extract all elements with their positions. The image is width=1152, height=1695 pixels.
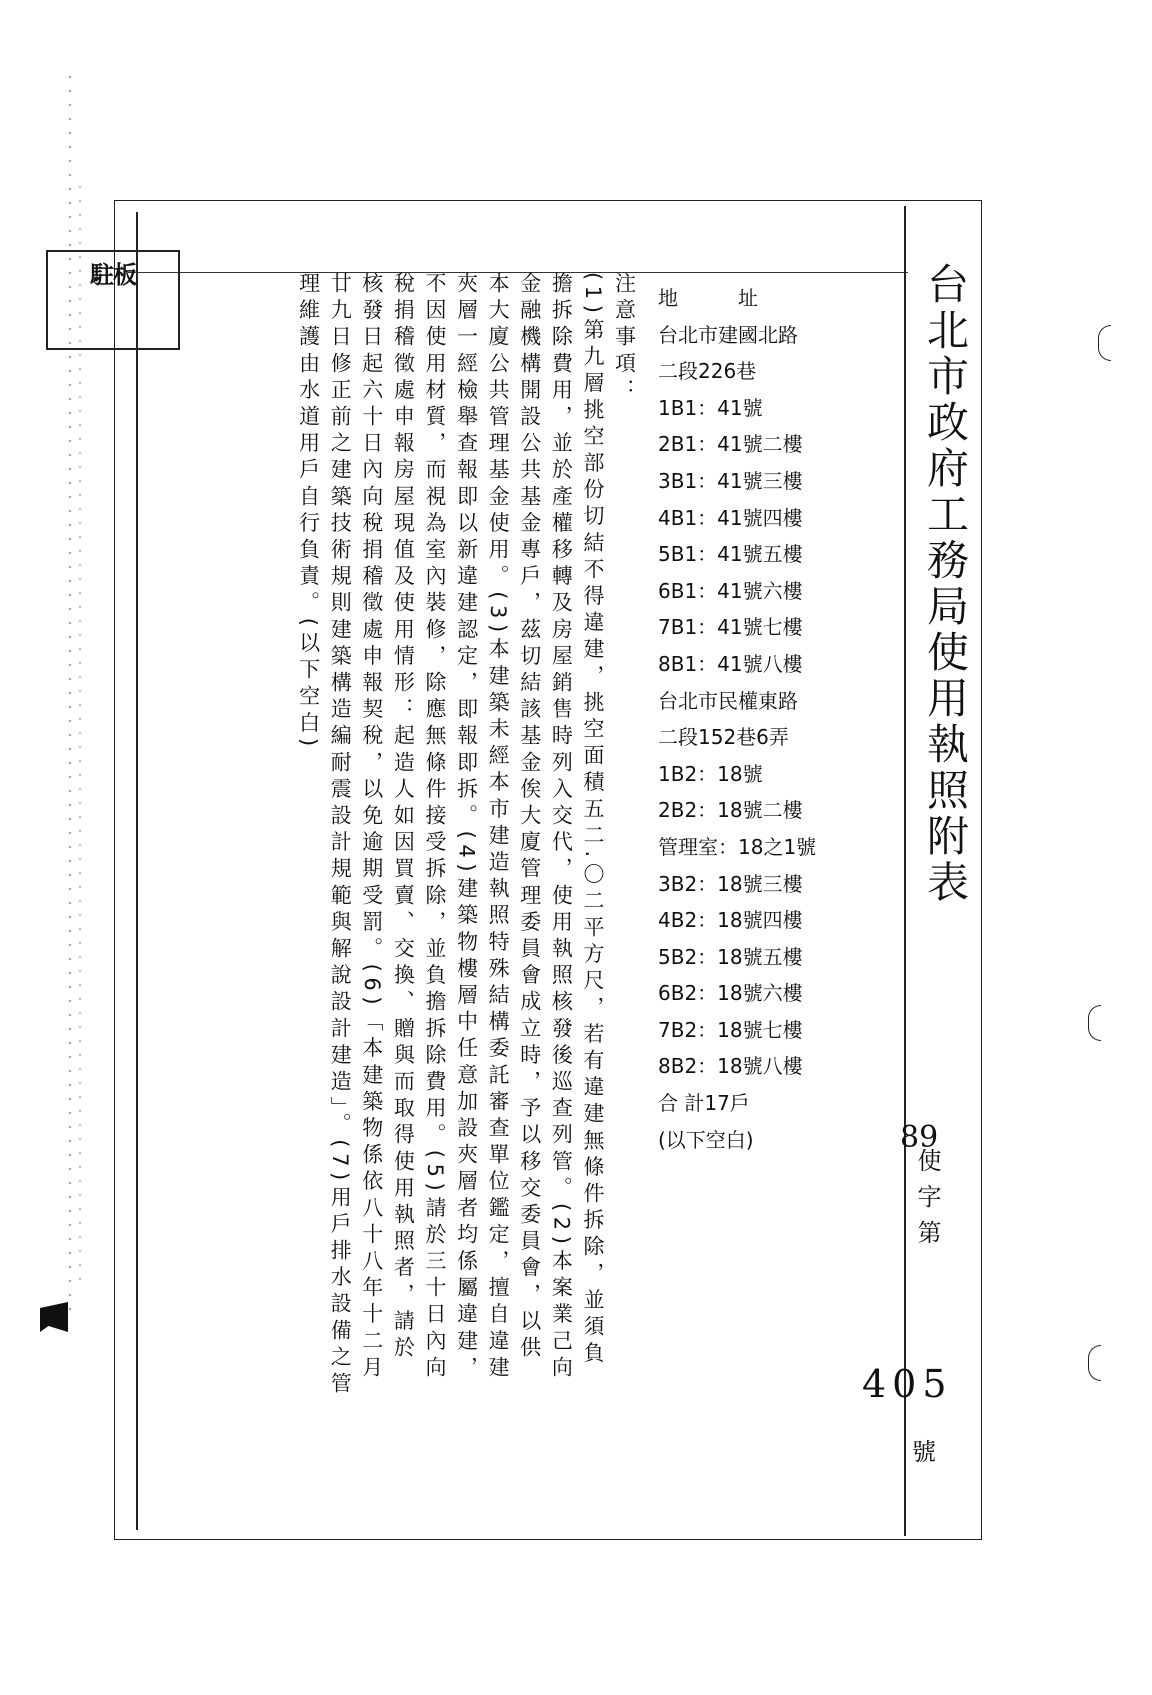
address-line: 2B1：41號二樓 <box>658 432 803 457</box>
address-line: 2B2：18號二樓 <box>658 798 803 823</box>
address-line: 二段152巷6弄 <box>658 725 789 750</box>
inner-frame-line <box>136 212 138 1530</box>
doc-number-year: 89 <box>900 1120 939 1155</box>
address-header: 地址 <box>658 286 818 310</box>
address-line: 合 計17戶 <box>658 1091 750 1116</box>
address-line: 台北市民權東路 <box>658 688 798 713</box>
notes-column: 不因使用材質，而視為室內裝修，除應無條件接受拆除，並負擔拆除費用。(5)請於三十日內向 <box>422 272 447 1383</box>
address-line: 二段226巷 <box>658 359 757 384</box>
notes-column: 核發日起六十日內向稅捐稽徵處申報契稅，以免逾期受罰。(6)「本建築物係依八十八年十二月 <box>359 272 384 1383</box>
notes-column: 稅捐稽徵處申報房屋現值及使用情形：起造人如因買賣、交換、贈與而取得使用執照者，請於 <box>391 272 416 1363</box>
address-line: 8B2：18號八樓 <box>658 1054 803 1079</box>
address-list <box>658 280 868 1158</box>
address-line: 5B1：41號五樓 <box>658 542 803 567</box>
address-line: 4B2：18號四樓 <box>658 908 803 933</box>
doc-number-suffix: 號 <box>912 1438 936 1466</box>
seal-stamp-text: 駐板 <box>90 260 136 289</box>
binding-mark <box>40 1302 68 1332</box>
notes-label: 注意事項： <box>612 272 637 405</box>
notes-column: (1)第九層挑空部份切結不得違建，挑空面積五二.〇二平方尺，若有違建無條件拆除，並須負 <box>580 272 605 1369</box>
address-line: (以下空白) <box>658 1127 754 1152</box>
address-line: 7B1：41號七樓 <box>658 615 803 640</box>
document-title: 台北市政府工務局使用執照附表 <box>921 262 970 906</box>
notes-block <box>292 272 640 1442</box>
notes-column: 理維護由水道用戶自行負責。(以下空白) <box>296 272 321 752</box>
address-line: 1B1：41號 <box>658 395 763 420</box>
address-line: 3B1：41號三樓 <box>658 468 803 493</box>
address-line: 管理室：18之1號 <box>658 834 817 859</box>
notes-column: 金融機構開設公共基金專戶，茲切結該基金俟大廈管理委員會成立時，予以移交委員會，以供 <box>517 272 542 1363</box>
notes-column: 本大廈公共管理基金使用。(3)本建築未經本市建造執照特殊結構委託審查單位鑑定，擅自違建 <box>486 272 511 1383</box>
address-line: 1B2：18號 <box>658 761 763 786</box>
address-line: 台北市建國北路 <box>658 322 798 347</box>
scan-paren-mark <box>1098 325 1111 361</box>
address-line: 4B1：41號四樓 <box>658 505 803 530</box>
address-line: 7B2：18號七樓 <box>658 1017 803 1042</box>
title-column-rule <box>904 206 906 1536</box>
doc-number: 405 <box>862 1362 953 1406</box>
seal-stamp <box>46 250 180 350</box>
doc-number-prefix: 使字第 <box>913 1148 941 1256</box>
address-line: 8B1：41號八樓 <box>658 651 803 676</box>
scan-paren-mark <box>1088 1005 1101 1041</box>
address-line: 3B2：18號三樓 <box>658 871 803 896</box>
address-line: 6B1：41號六樓 <box>658 578 803 603</box>
address-line: 5B2：18號五樓 <box>658 944 803 969</box>
address-line: 6B2：18號六樓 <box>658 981 803 1006</box>
scan-paren-mark <box>1088 1345 1101 1381</box>
notes-column: 廿九日修正前之建築技術規則建築構造編耐震設計規範與解說設計建造」。(7)用戶排水設備之管 <box>328 272 353 1399</box>
notes-column: 夾層一經檢舉查報即以新違建認定，即報即拆。(4)建築物樓層中任意加設夾層者均係屬違建， <box>454 272 479 1383</box>
notes-column: 擔拆除費用，並於產權移轉及房屋銷售時列入交代，使用執照核發後巡查列管。(2)本案業己向 <box>549 272 574 1383</box>
